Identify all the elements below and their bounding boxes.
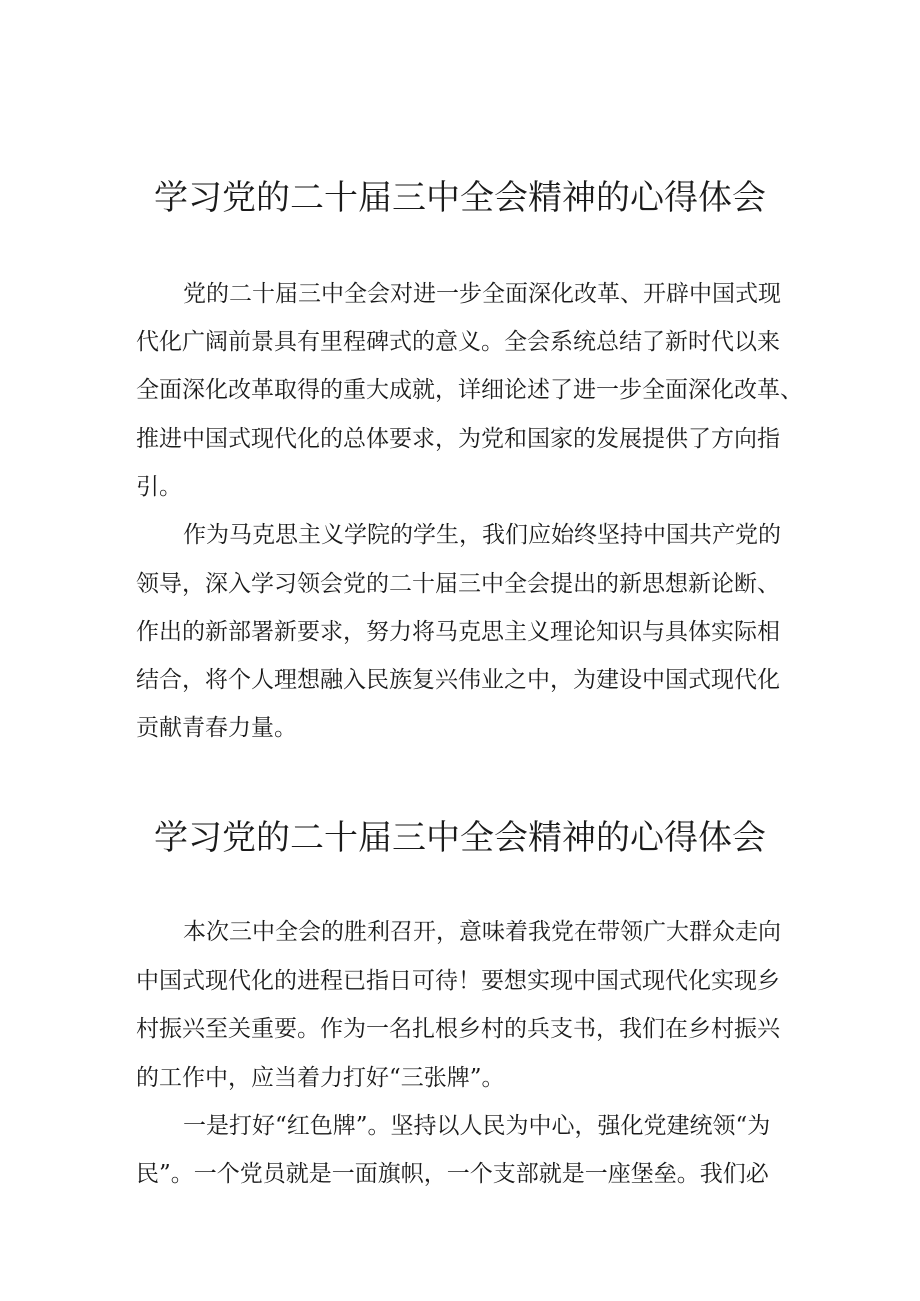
section-1-line-4: 推进中国式现代化的总体要求，为党和国家的发展提供了方向指 bbox=[136, 426, 780, 452]
section-1-line-8: 作出的新部署新要求，努力将马克思主义理论知识与具体实际相 bbox=[136, 619, 780, 645]
section-2-line-3: 村振兴至关重要。作为一名扎根乡村的兵支书，我们在乡村振兴 bbox=[136, 1016, 780, 1042]
section-1-line-2: 代化广阔前景具有里程碑式的意义。全会系统总结了新时代以来 bbox=[136, 329, 780, 355]
section-1-line-1: 党的二十届三中全会对进一步全面深化改革、开辟中国式现 bbox=[183, 281, 781, 307]
section-1-line-9: 结合，将个人理想融入民族复兴伟业之中，为建设中国式现代化 bbox=[136, 667, 780, 693]
section-2-line-2: 中国式现代化的进程已指日可待！要想实现中国式现代化实现乡 bbox=[136, 968, 780, 994]
section-1-line-3: 全面深化改革取得的重大成就，详细论述了进一步全面深化改革、 bbox=[136, 377, 803, 403]
section-2-line-1: 本次三中全会的胜利召开，意味着我党在带领广大群众走向 bbox=[183, 919, 781, 945]
section-2-title: 学习党的二十届三中全会精神的心得体会 bbox=[154, 818, 766, 858]
section-1-line-7: 领导，深入学习领会党的二十届三中全会提出的新思想新论断、 bbox=[136, 571, 780, 597]
section-1-line-6: 作为马克思主义学院的学生，我们应始终坚持中国共产党的 bbox=[183, 522, 781, 548]
section-2-line-4: 的工作中，应当着力打好“三张牌”。 bbox=[136, 1065, 505, 1091]
section-1-line-10: 贡献青春力量。 bbox=[136, 715, 297, 741]
section-1-line-5: 引。 bbox=[136, 474, 182, 500]
section-1-title: 学习党的二十届三中全会精神的心得体会 bbox=[154, 178, 766, 218]
section-2-line-6: 民”。一个党员就是一面旗帜，一个支部就是一座堡垒。我们必 bbox=[136, 1161, 769, 1187]
section-2-line-5: 一是打好“红色牌”。坚持以人民为中心，强化党建统领“为 bbox=[183, 1113, 771, 1139]
